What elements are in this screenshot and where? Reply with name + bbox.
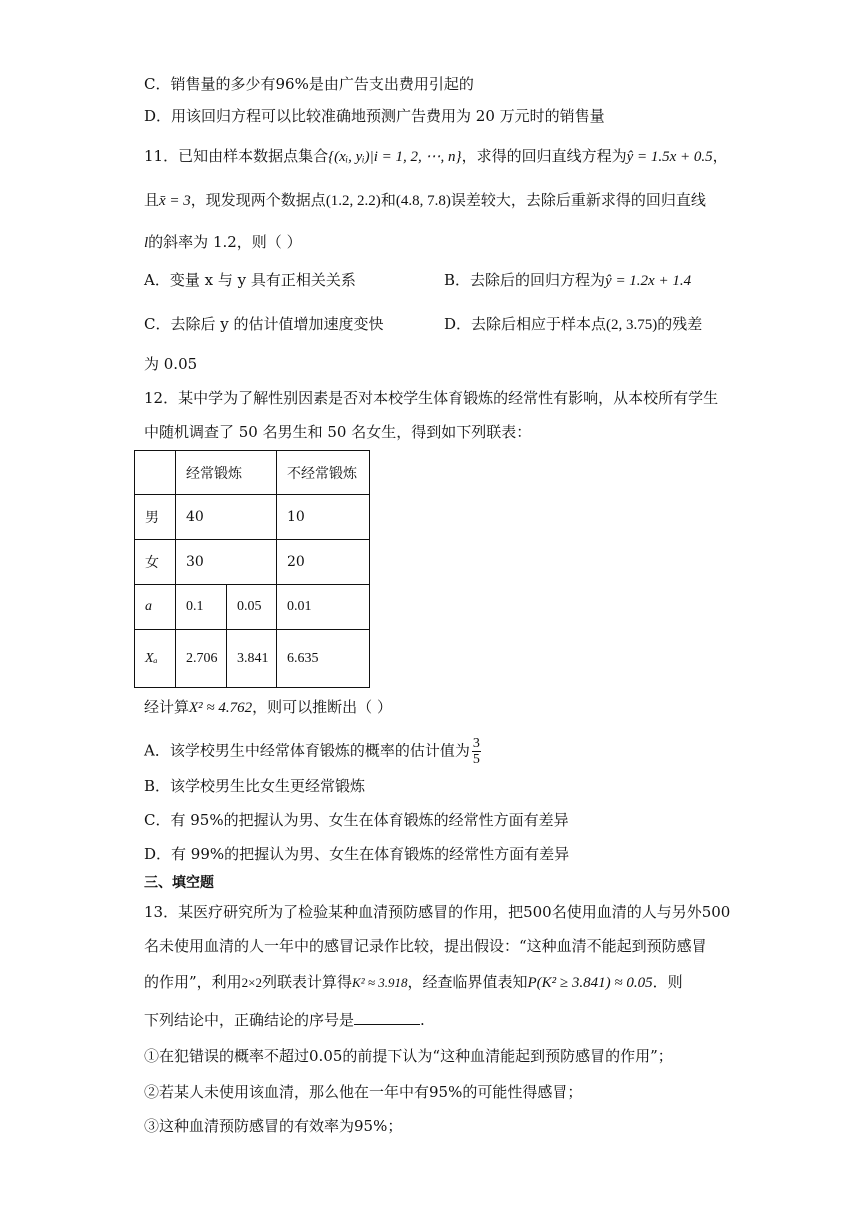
q13-probability: P(K² ≥ 3.841) ≈ 0.05 [527,975,653,991]
q13-line4-b: . [420,1011,425,1029]
q11-option-d-cont: 为 0.05 [144,355,198,373]
table-cell: 0.01 [277,585,370,630]
q13-line2: 名未使用血清的人一年中的感冒记录作比较，提出假设：“这种血清不能起到预防感冒 [144,937,707,955]
q11-line2-b: ，现发现两个数据点 [190,191,326,209]
q12-option-d: D．有 99%的把握认为男、女生在体育锻炼的经常性方面有差异 [144,845,570,863]
q11-stem-line3 [144,232,302,253]
fraction-denominator: 5 [472,752,480,767]
table-header: 不经常锻炼 [277,451,370,495]
table-cell: 2.706 [176,630,227,688]
q11-option-b-text: B．去除后的回归方程为 [444,271,606,289]
q12-after-table [144,697,392,718]
table-cell: 6.635 [277,630,370,688]
q12-stem-line2: 中随机调查了 50 名男生和 50 名女生，得到如下列联表： [144,423,532,441]
q13-line4 [144,1010,425,1030]
q11-option-b [444,270,691,291]
q13-line3 [144,972,683,993]
answer-blank[interactable] [354,1010,420,1025]
q13-conclusion-2: ②若某人未使用该血清，那么他在一年中有95%的可能性得感冒； [144,1083,583,1101]
table-cell: 0.05 [227,585,277,630]
q11-option-a: A．变量 x 与 y 具有正相关关系 [144,271,356,289]
table-row [135,495,370,540]
contingency-table [134,450,370,688]
table-cell: Xₐ [135,630,176,688]
q12-option-c: C．有 95%的把握认为男、女生在体育锻炼的经常性方面有差异 [144,811,569,829]
table-header: 经常锻炼 [176,451,277,495]
table-cell: 30 [176,540,277,585]
q13-conclusion-1: ①在犯错误的概率不超过0.05的前提下认为“这种血清能起到预防感冒的作用”； [144,1047,673,1065]
q11-line2-d: 误差较大，去除后重新求得的回归直线 [450,191,706,209]
table-cell: 20 [277,540,370,585]
q13-line3-d: ，经查临界值表知 [407,973,528,991]
table-row [135,540,370,585]
table-cell: 女 [135,540,176,585]
q11-line2-a: 且 [144,191,160,209]
q11-point1: (1.2, 2.2) [325,193,381,209]
q11-line-l: l [144,235,149,251]
table-cell: 3.841 [227,630,277,688]
q12-option-a-text: A．该学校男生中经常体育锻炼的概率的估计值为 [144,741,470,760]
q11-stem-line1 [144,146,728,167]
fraction [472,736,481,767]
table-row [135,585,370,630]
table-cell: 10 [277,495,370,540]
q11-point2: (4.8, 7.8) [395,193,451,209]
q11-option-d-text: D．去除后相应于样本点 [444,315,607,333]
q12-option-b: B．该学校男生比女生更经常锻炼 [144,777,366,795]
q11-option-c: C．去除后 y 的估计值增加速度变快 [144,315,384,333]
table-cell: 男 [135,495,176,540]
q13-line3-a: 的作用”，利用 [144,973,242,991]
q12-after-a: 经计算 [144,698,190,716]
q12-chi-square: X² ≈ 4.762 [189,700,253,716]
q11-xbar: x̄ = 3 [159,193,191,209]
q13-line4-a: 下列结论中，正确结论的序号是 [144,1011,355,1029]
table-cell: a [135,585,176,630]
q10-option-c: C．销售量的多少有96%是由广告支出费用引起的 [144,75,474,93]
q11-stem-a: 11．已知由样本数据点集合 [144,147,329,165]
q13-conclusion-3: ③这种血清预防感冒的有效率为95%； [144,1117,403,1135]
fraction-numerator: 3 [472,736,480,751]
q11-stem-line2 [144,190,706,211]
q11-option-d-point: (2, 3.75) [606,317,658,333]
table-row [135,451,370,495]
q11-option-d [444,314,702,335]
q13-line3-e: ．则 [652,973,683,991]
q11-stem-b: ，求得的回归直线方程为 [461,147,627,165]
table-cell [135,451,176,495]
table-row [135,630,370,688]
q13-k-value: K² ≈ 3.918 [352,975,408,990]
table-cell: 0.1 [176,585,227,630]
q12-after-b: ，则可以推断出（ ） [252,698,392,716]
q10-option-d: D．用该回归方程可以比较准确地预测广告费用为 20 万元时的销售量 [144,107,605,125]
q11-set: {(xᵢ, yᵢ)|i = 1, 2, ⋯, n} [328,149,462,165]
q13-line1: 13．某医疗研究所为了检验某种血清预防感冒的作用，把500名使用血清的人与另外500 [144,903,731,921]
q11-line2-c: 和 [380,191,396,209]
q12-stem-line1: 12．某中学为了解性别因素是否对本校学生体育锻炼的经常性有影响，从本校所有学生 [144,389,719,407]
q12-option-a [144,736,481,767]
q11-stem-c: ， [712,147,728,165]
q11-option-b-eq: ŷ = 1.2x + 1.4 [605,273,692,289]
q13-table-size: 2×2 [241,975,263,990]
table-cell: 40 [176,495,277,540]
q11-regression-eq: ŷ = 1.5x + 0.5 [626,149,713,165]
section-heading: 三、填空题 [144,875,214,891]
q11-line3: 的斜率为 1.2，则（ ） [148,233,302,251]
q11-option-d-text2: 的残差 [657,315,703,333]
q13-line3-c: 列联表计算得 [262,973,353,991]
